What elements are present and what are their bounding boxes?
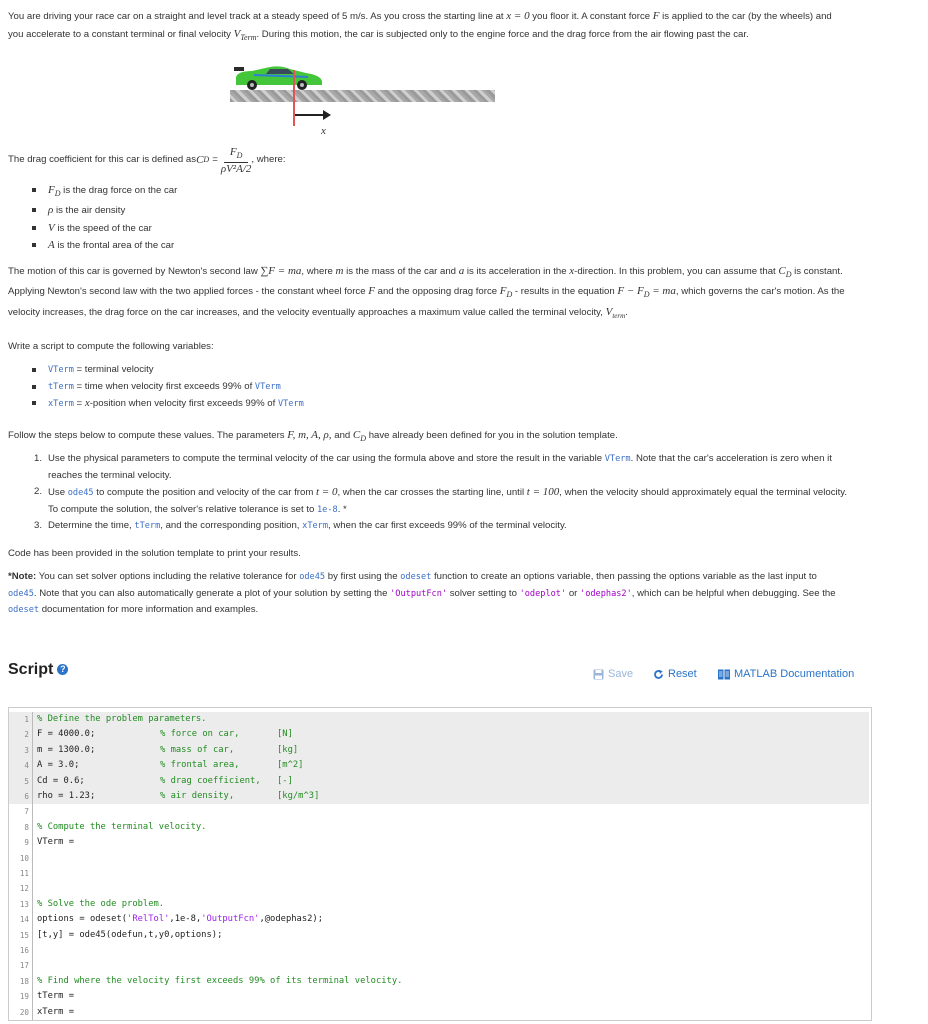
code-text[interactable] <box>37 912 323 927</box>
code-text[interactable] <box>37 774 293 789</box>
line-number: 7 <box>24 807 29 817</box>
inline-comment: % frontal area, <box>160 760 240 771</box>
reset-button[interactable]: Reset <box>653 668 697 680</box>
code-comment: % Find where the velocity first exceeds 99% of its terminal velocity. <box>37 975 403 986</box>
code-line[interactable] <box>9 1005 871 1020</box>
code-statement: xTerm = <box>37 1006 80 1017</box>
code-line[interactable] <box>9 897 871 912</box>
code-statement: m = 1300.0; <box>37 744 96 755</box>
gutter-divider <box>32 866 33 881</box>
code-line[interactable] <box>9 727 869 742</box>
line-number: 5 <box>24 776 29 786</box>
outputs-list <box>32 362 304 413</box>
line-number: 1 <box>24 715 29 724</box>
line-number: 2 <box>24 730 29 740</box>
code-line[interactable] <box>9 774 869 789</box>
x-axis-arrow <box>295 114 325 116</box>
code-text[interactable] <box>37 789 320 804</box>
line-number: 10 <box>19 853 29 863</box>
intro-paragraph: You are driving your race car on a straight and level track at a steady speed of 5 m/s. As you cross the starting line at x = 0 you floor it. A constant force F is applied to the car (by the wheels) and you accelerate to a constant terminal or final velocity $V_{Term}$. During this motion, the car is subjected only to the engine force and the drag force from the air flowing past the car. <box>8 10 832 42</box>
list-item: 2. Use ode45 to compute the position and velocity of the car from t = 0, when the car crosses the starting line, until t = 100, when the velocity should approximately equal the terminal velocity. To compute the solution, the solver's relative tolerance is set to 1e-8. * <box>34 486 848 515</box>
code-text[interactable] <box>37 743 299 758</box>
code-line[interactable] <box>9 989 871 1004</box>
unit-comment: [-] <box>277 775 293 786</box>
gutter-divider <box>32 804 33 819</box>
inline-comment: % force on car, <box>160 729 240 740</box>
unit-comment: [kg/m^3] <box>277 791 320 801</box>
code-text[interactable] <box>37 928 222 943</box>
code-line[interactable] <box>9 712 869 727</box>
write-instruction: Write a script to compute the following variables: <box>8 341 214 352</box>
code-editor[interactable] <box>8 707 872 1021</box>
code-line[interactable] <box>9 881 871 896</box>
code-line[interactable] <box>9 820 871 835</box>
line-number: 9 <box>24 838 29 848</box>
inline-comment: % drag coefficient, <box>160 775 261 786</box>
info-icon[interactable]: ? <box>57 664 68 675</box>
code-text[interactable] <box>37 1005 79 1020</box>
code-statement: F = 4000.0; <box>37 729 96 740</box>
line-number: 8 <box>24 822 29 832</box>
drag-fraction: $\frac{F_D}{\text{ρV²A/2}}$ <box>220 146 252 175</box>
gutter-divider <box>32 789 33 804</box>
x-axis-label: x <box>321 125 326 137</box>
code-text[interactable] <box>37 974 402 989</box>
gutter-divider <box>32 958 33 973</box>
gutter-divider <box>32 897 33 912</box>
steps-list <box>34 451 849 535</box>
list-item: xTerm = x-position when velocity first exceeds 99% of VTerm <box>32 395 304 413</box>
unit-comment: [m^2] <box>277 760 304 771</box>
code-line[interactable] <box>9 789 869 804</box>
line-number: 4 <box>24 761 29 771</box>
list-item: $F_D$ is the drag force on the car <box>32 182 177 202</box>
code-statement: [t,y] = ode45(odefun,t,y0,options); <box>37 929 223 940</box>
save-icon <box>593 669 604 680</box>
code-line[interactable] <box>9 912 871 927</box>
code-line[interactable] <box>9 974 871 989</box>
matlab-documentation-link[interactable]: MATLAB Documentation <box>718 668 854 680</box>
line-number: 11 <box>19 869 29 878</box>
code-line[interactable] <box>9 758 869 773</box>
gutter-divider <box>32 943 33 958</box>
list-item: ρ is the air density <box>32 202 177 220</box>
inline-comment: % air density, <box>160 791 235 801</box>
gutter-divider <box>32 1005 33 1020</box>
unit-comment: [N] <box>277 729 293 740</box>
unit-comment: [kg] <box>277 744 299 755</box>
reset-icon <box>653 669 664 680</box>
code-line[interactable] <box>9 943 871 958</box>
list-item: 1. Use the physical parameters to compute the terminal velocity of the car using the formula above and store the result in the variable VTerm. Note that the car's acceleration is zero when it reaches the terminal velocity. <box>34 453 832 481</box>
motion-paragraph: The motion of this car is governed by Newton's second law ∑F = ma, where m is the mass of the car and a is its acceleration in the x-direction. In this problem, you can assume that $C_D$ is constant. Applying Newton's second law with the two applied forces - the constant wheel force F and the opposing drag force $F_D$ - results in the equation $F - F_D$ = ma, which governs the car's motion. As the velocity increases, the drag force on the car increases, and the velocity eventually approaches a maximum value called the terminal velocity, $V_{term}$. <box>8 265 845 320</box>
line-number: 14 <box>19 915 29 925</box>
drag-definition: The drag coefficient for this car is defined as C D = $\frac{F_D}{\text{ρV²A/2}}$ , where: <box>8 146 286 175</box>
gutter-divider <box>32 774 33 789</box>
gutter-divider <box>32 912 33 927</box>
follow-paragraph: Follow the steps below to compute these values. The parameters F, m, A, ρ, and $C_D$ have already been defined for you in the solution template. <box>8 429 618 443</box>
gutter-divider <box>32 881 33 896</box>
gutter-divider <box>32 820 33 835</box>
list-item: V is the speed of the car <box>32 220 177 238</box>
code-line[interactable] <box>9 958 871 973</box>
gutter-divider <box>32 974 33 989</box>
gutter-divider <box>32 712 33 727</box>
code-text[interactable] <box>37 758 304 773</box>
list-item: tTerm = time when velocity first exceeds 99% of VTerm <box>32 379 304 396</box>
line-number: 12 <box>19 884 29 894</box>
code-text[interactable] <box>37 820 206 835</box>
note-paragraph: *Note: You can set solver options including the relative tolerance for ode45 by first using the odeset function to create an options variable, then passing the options variable as the last input to ode45. Note that you can also automatically generate a plot of your solution by setting the 'OutputFcn' solver setting to 'odeplot' or 'odephas2', which can be helpful when debugging. See the odeset documentation for more information and examples. <box>8 571 836 615</box>
line-number: 3 <box>24 745 29 755</box>
code-line[interactable] <box>9 835 871 850</box>
code-text[interactable] <box>37 897 164 912</box>
code-line[interactable] <box>9 804 871 819</box>
save-button[interactable]: Save <box>593 668 633 680</box>
gutter-divider <box>32 835 33 850</box>
race-car-image <box>232 63 324 91</box>
code-line[interactable] <box>9 743 869 758</box>
code-text[interactable] <box>37 989 79 1004</box>
line-number: 20 <box>19 1007 29 1017</box>
variables-list <box>32 182 177 255</box>
list-item: A is the frontal area of the car <box>32 237 177 255</box>
code-line[interactable] <box>9 866 871 881</box>
gutter-divider <box>32 989 33 1004</box>
list-item: VTerm = terminal velocity <box>32 362 304 379</box>
line-number: 13 <box>19 899 29 909</box>
gutter-divider <box>32 727 33 742</box>
code-line[interactable] <box>9 928 871 943</box>
gutter-divider <box>32 851 33 866</box>
code-comment: % Define the problem parameters. <box>37 714 207 724</box>
code-statement: tTerm = <box>37 991 80 1002</box>
x-arrow-head-icon <box>323 110 331 120</box>
line-number: 6 <box>24 792 29 801</box>
code-statement: rho = 1.23; <box>37 791 96 801</box>
line-number: 17 <box>19 961 29 971</box>
code-text[interactable] <box>37 835 79 850</box>
line-number: 15 <box>19 930 29 940</box>
track-surface <box>230 90 495 102</box>
line-number: 18 <box>19 976 29 986</box>
gutter-divider <box>32 758 33 773</box>
code-text[interactable] <box>37 727 293 742</box>
gutter-divider <box>32 743 33 758</box>
code-statement: options = odeset('RelTol',1e-8,'OutputFcn',@odephas2); <box>37 914 324 925</box>
line-number: 16 <box>19 946 29 955</box>
code-comment: % Solve the ode problem. <box>37 898 165 909</box>
list-item: 3. Determine the time, tTerm, and the corresponding position, xTerm, when the car first exceeds 99% of the terminal velocity. <box>34 520 567 531</box>
code-text[interactable] <box>37 712 206 727</box>
code-statement: A = 3.0; <box>37 760 80 771</box>
code-comment: % Compute the terminal velocity. <box>37 821 207 832</box>
documentation-book-icon <box>718 669 730 680</box>
line-number: 19 <box>19 992 29 1002</box>
gutter-divider <box>32 928 33 943</box>
script-title: Script ? <box>8 661 68 679</box>
starting-line-marker <box>293 70 295 126</box>
code-statement: VTerm = <box>37 837 80 848</box>
inline-comment: % mass of car, <box>160 744 235 755</box>
code-line[interactable] <box>9 851 871 866</box>
provided-text: Code has been provided in the solution template to print your results. <box>8 548 301 559</box>
code-statement: Cd = 0.6; <box>37 775 85 786</box>
